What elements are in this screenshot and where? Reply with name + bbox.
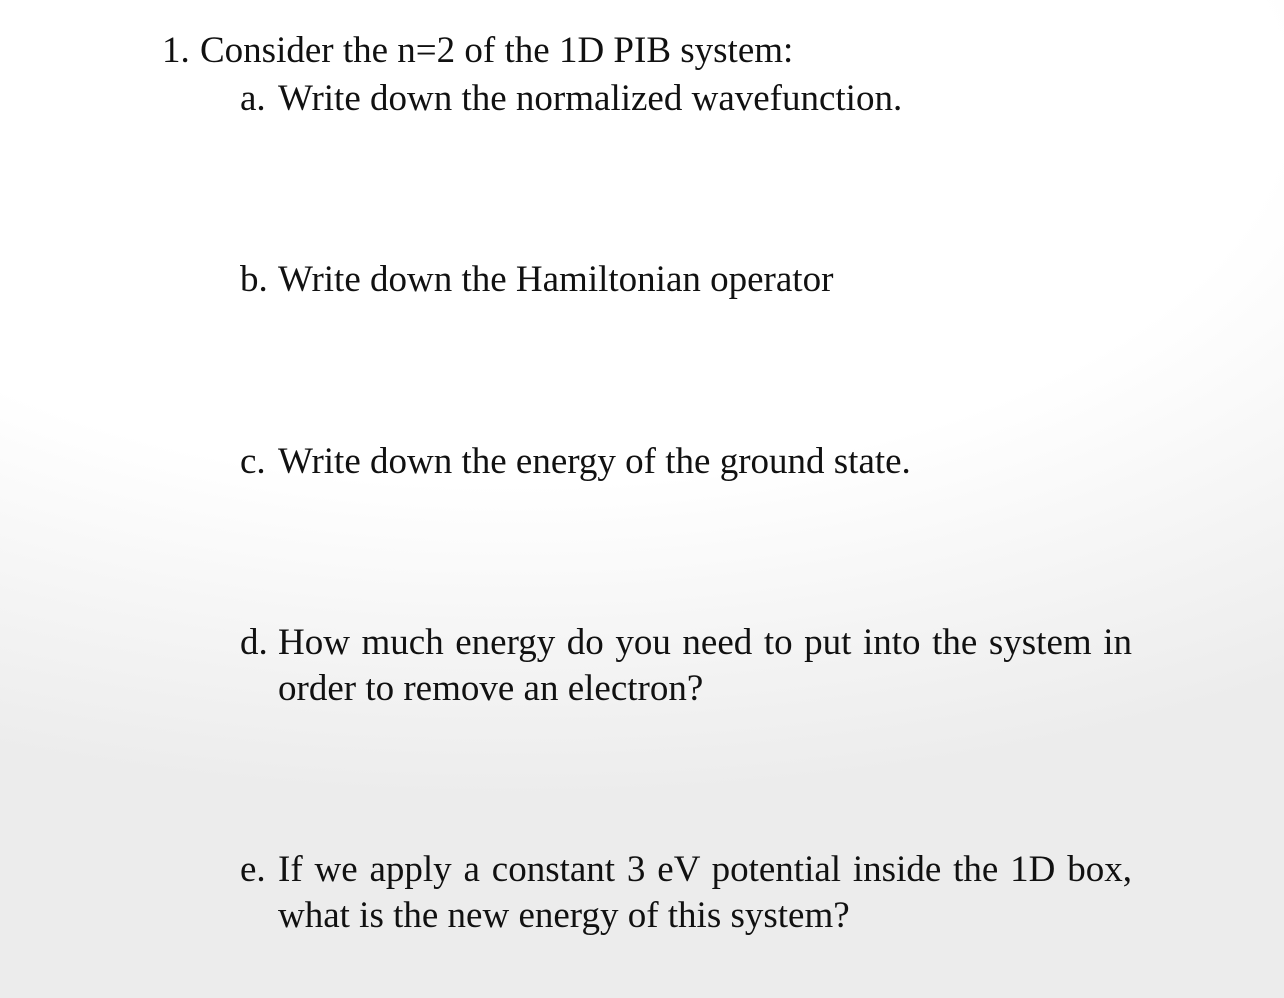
part-d-letter: d. bbox=[240, 622, 268, 663]
part-e-text: If we apply a constant 3 eV potential inside the 1D box, what is the new energy of this system? bbox=[278, 849, 1132, 936]
question-part-e bbox=[240, 847, 1132, 939]
part-c-text: Write down the energy of the ground state. bbox=[278, 441, 911, 482]
part-b-text: Write down the Hamiltonian operator bbox=[278, 259, 834, 300]
question-part-d bbox=[240, 620, 1132, 712]
part-a-letter: a. bbox=[240, 78, 266, 119]
question-part-c bbox=[240, 439, 1132, 485]
part-a-text: Write down the normalized wavefunction. bbox=[278, 78, 903, 119]
question-part-a bbox=[240, 76, 1132, 122]
part-e-letter: e. bbox=[240, 849, 266, 890]
question-number: 1. bbox=[162, 30, 190, 71]
part-d-text: How much energy do you need to put into the system in order to remove an electron? bbox=[278, 622, 1132, 709]
question-1 bbox=[162, 28, 793, 74]
part-c-letter: c. bbox=[240, 441, 266, 482]
question-part-b bbox=[240, 257, 1132, 303]
question-prompt: Consider the n=2 of the 1D PIB system: bbox=[200, 30, 794, 71]
part-b-letter: b. bbox=[240, 259, 268, 300]
